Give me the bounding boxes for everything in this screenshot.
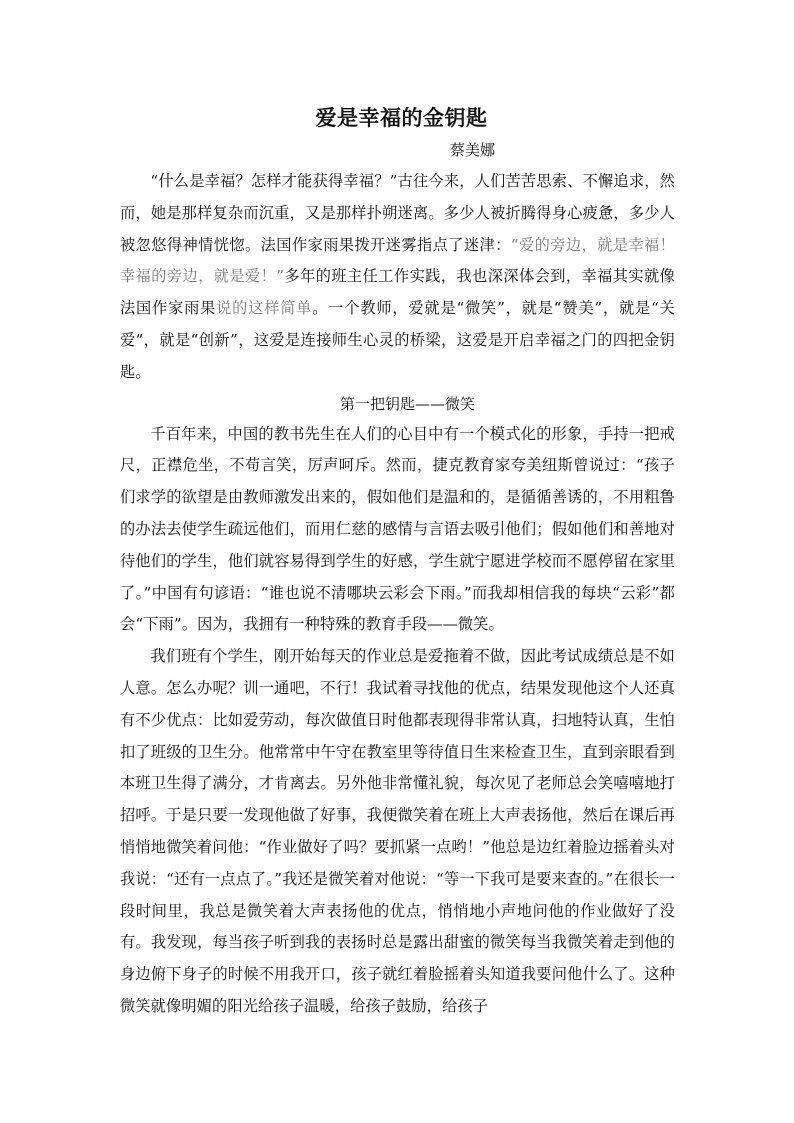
intro-paragraph: [120, 166, 675, 389]
section1-paragraph-2: 我们班有个学生，刚开始每天的作业总是爱拖着不做，因此考试成绩总是不如人意。怎么办呢？训一通吧，不行！我试着寻找他的优点，结果发现他这个人还真有不少优点：比如爱劳动，每次做值日时他都表现得非常认真，扫地特认真，生怕扣了班级的卫生分。他常常中午守在教室里等待值日生来检查卫生，直到亲眼看到本班卫生得了满分，才肯离去。另外他非常懂礼貌，每次见了老师总会笑嘻嘻地打招呼。于是只要一发现他做了好事，我便微笑着在班上大声表扬他，然后在课后再悄悄地微笑着问他：“作业做好了吗？要抓紧一点哟！”他总是边红着脸边摇着头对我说：“还有一点点了。”我还是微笑着对他说：“等一下我可是要来查的。”在很长一段时间里，我总是微笑着大声表扬他的优点，悄悄地小声地问他的作业做好了没有。我发现，每当孩子听到我的表扬时总是露出甜蜜的微笑每当我微笑着走到他的身边俯下身子的时候不用我开口，孩子就红着脸摇着头知道我要问他什么了。这种微笑就像明媚的阳光给孩子温暖，给孩子鼓励，给孩子: [120, 647, 675, 1015]
author-name: 蔡美娜: [449, 141, 495, 159]
intro-highlight: 说的这样简单: [216, 299, 313, 318]
intro-text-before-quote: “什么是幸福？怎样才能获得幸福？”古往今来，人们苦苦思索、不懈追求，然而，她是那样复杂而沉重，又是那样扑朔迷离。多少人被折腾得身心疲惫，多少人被忽悠得神情恍惚。法国作家雨果拨开迷雾指点了迷津：: [120, 172, 675, 254]
intro-text-middle: 多年的班主任工作实践，我也深深体会到，幸福其实就像法国作家雨果: [120, 267, 676, 318]
hugo-quote: “爱的旁边，就是幸福！幸福的旁边，就是爱！”: [120, 235, 676, 286]
intro-text-after: 。一个教师，爱就是“微笑”，就是“赞美”，就是“关爱”，就是“创新”，这爱是连接师生心灵的桥梁，这爱是开启幸福之门的四把金钥匙。: [120, 299, 676, 381]
document-title: 爱是幸福的金钥匙: [315, 105, 488, 130]
section1-paragraph-1: 千百年来，中国的教书先生在人们的心目中有一个模式化的形象，手持一把戒尺，正襟危坐，不苟言笑，厉声呵斥。然而，捷克教育家夸美纽斯曾说过：“孩子们求学的欲望是由教师激发出来的，假如他们是温和的，是循循善诱的，不用粗鲁的办法去使学生疏远他们，而用仁慈的感情与言语去吸引他们；假如他们和善地对待他们的学生，他们就容易得到学生的好感，学生就宁愿进学校而不愿停留在家里了。”中国有句谚语：“谁也说不清哪块云彩会下雨。”而我却相信我的每块“云彩”都会“下雨”。因为，我拥有一种特殊的教育手段——微笑。: [120, 424, 675, 634]
document-body: [120, 100, 675, 1023]
section-heading-smile: 第一把钥匙——微笑: [339, 394, 475, 413]
